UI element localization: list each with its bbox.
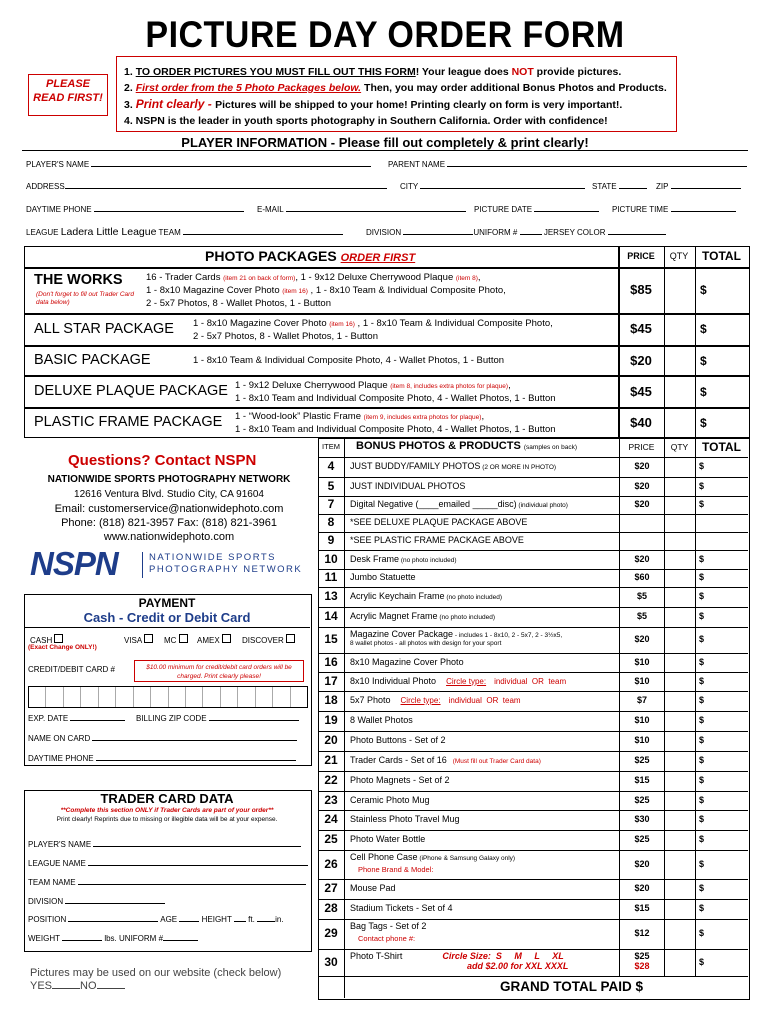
contact-heading: Questions? Contact NSPN [68,452,257,469]
trader-position-field[interactable]: POSITION AGE HEIGHT ft. in. [28,915,284,924]
works-name: THE WORKS [34,272,123,288]
item-number: 4 [327,459,335,473]
please-read-badge: PLEASE READ FIRST! [28,74,108,116]
item-name [350,695,521,705]
basic-price: $20 [630,353,652,368]
item-qty[interactable] [665,830,695,850]
players-name-field[interactable]: PLAYER'S NAME [26,158,371,169]
item-qty[interactable] [665,607,695,627]
item-note: (no photo included) [446,594,502,601]
billing-zip-field[interactable]: BILLING ZIP CODE [136,712,299,723]
works-qty[interactable] [664,268,696,314]
circle-type-label: Circle type: [446,676,487,686]
item-name [350,629,562,639]
item-name [350,852,515,862]
item-total[interactable]: $ [699,715,705,725]
mc-option[interactable]: MC [164,634,188,645]
amex-option[interactable]: AMEX [197,634,231,645]
item-price: $20 [634,461,650,471]
item-name [350,481,465,491]
works-desc: 16 - Trader Cards (item 21 on back of form), 1 - 9x12 Deluxe Cherrywood Plaque (item 8), 1 - 8x10 Magazine Cover Photo (item 16) , 1 - 8x10 Team & Individual Composite Photo, 2 - 5x7 Photos, 8 - Wallet Photos, 1 - Button [146,272,506,309]
item-label: Jumbo Statuette [350,572,416,582]
item-price: $25 [634,951,650,961]
plastic-name: PLASTIC FRAME PACKAGE [34,414,223,430]
total-header: TOTAL [702,249,741,263]
item-label: 8 Wallet Photos [350,715,413,725]
item-total[interactable]: $ [699,656,705,667]
item-number: 26 [324,856,338,871]
item-number: 8 [327,515,335,529]
payment-heading: PAYMENT [138,596,196,610]
item-name [350,611,495,621]
item-number: 21 [324,753,338,767]
email-field[interactable]: E-MAIL [257,203,466,214]
circle-type-options[interactable]: individual OR team [448,696,521,705]
exact-change-note: (Exact Change ONLY!) [28,644,97,651]
item-price: $10 [634,715,650,725]
name-on-card-field[interactable]: NAME ON CARD [28,732,297,743]
item-label: Ceramic Photo Mug [350,794,430,805]
item-qty[interactable] [665,532,695,550]
contact-phone: Phone: (818) 821-3957 Fax: (818) 821-3961 [61,517,277,529]
payment-subheading: Cash - Credit or Debit Card [83,610,251,625]
circle-type-label: Circle type: [400,696,441,705]
picture-time-field[interactable]: PICTURE TIME [612,203,736,214]
item-name [350,676,566,686]
item-number: 9 [327,533,335,547]
item-name [350,591,502,601]
contact-org: NATIONWIDE SPORTS PHOTOGRAPHY NETWORK [47,474,291,485]
item-qty[interactable] [665,691,695,711]
item-label: 5x7 Photo [350,695,391,705]
plastic-qty[interactable] [664,408,696,438]
trader-division-field[interactable]: DIVISION [28,895,165,906]
item-label: *SEE DELUXE PLAQUE PACKAGE ABOVE [350,517,528,527]
item-number: 16 [324,654,338,669]
item-price: $20 [634,553,650,564]
item-number: 11 [324,570,338,584]
item-qty[interactable] [665,879,695,899]
item-number: 22 [324,773,338,787]
item-number: 20 [324,733,338,747]
allstar-price: $45 [630,321,652,336]
item-label: Photo Buttons - Set of 2 [350,735,446,745]
item-name [350,657,464,667]
item-label: Cell Phone Case [350,852,418,862]
plastic-desc: 1 - “Wood-look” Plastic Frame (item 9, includes extra photos for plaque), 1 - 8x10 Team and Individual Composite Photo, 4 - Wallet Photos, 1 - Button [235,411,556,435]
works-note: (Don't forget to fill out Trader Card data below) [36,291,134,306]
item-price: $10 [634,675,650,686]
trader-team-name-field[interactable]: TEAM NAME [28,876,306,887]
circle-type-options[interactable]: individual OR team [494,676,567,686]
deluxe-qty[interactable] [664,376,696,408]
item-qty[interactable] [665,850,695,879]
item-number: 25 [324,832,338,846]
state-field[interactable]: STATE [592,180,647,191]
allstar-name: ALL STAR PACKAGE [34,321,174,337]
item-name [350,883,396,893]
item-note: (iPhone & Samsung Galaxy only) [419,855,516,862]
deluxe-desc: 1 - 9x12 Deluxe Cherrywood Plaque (item 8, includes extra photos for plaque), 1 - 8x10 Team and Individual Composite Photo, 4 - Wallet Photos, 1 - Button [235,380,556,404]
item-price: $60 [634,572,650,582]
item-number: 5 [327,478,335,493]
basic-desc: 1 - 8x10 Team & Individual Composite Photo, 4 - Wallet Photos, 1 - Button [193,355,505,366]
item-name [350,735,446,745]
item-number: 18 [324,693,338,707]
item-name [350,755,541,765]
item-name [350,572,416,582]
item-number: 19 [324,713,338,727]
item-label: Acrylic Magnet Frame [350,611,438,621]
item-total[interactable]: $ [699,794,705,805]
item-name [350,554,456,564]
deluxe-name: DELUXE PLAQUE PACKAGE [34,383,228,399]
item-total[interactable]: $ [699,735,705,745]
item-note: (no photo included) [400,556,457,564]
nspn-logo: NSPN [30,545,118,582]
item-label: JUST BUDDY/FAMILY PHOTOS [350,461,481,471]
item-label: 8x10 Magazine Cover Photo [350,656,464,667]
item-label: Photo T-Shirt [350,951,403,961]
item-price: $25 [634,834,650,844]
zip-field[interactable]: ZIP [656,180,741,191]
player-info-heading: PLAYER INFORMATION - Please fill out completely & print clearly! [22,135,748,151]
trader-weight-field[interactable]: WEIGHT lbs. UNIFORM # [28,932,198,943]
item-number: 30 [324,954,338,969]
item-name [350,535,524,545]
discover-option[interactable]: DISCOVER [242,634,295,645]
item-number: 29 [324,926,338,940]
item-qty[interactable] [665,731,695,751]
bonus-heading: BONUS PHOTOS & PRODUCTS (samples on back) [356,440,577,452]
cash-checkbox[interactable] [54,634,63,643]
item-number: 17 [324,673,338,688]
item-qty[interactable] [665,477,695,496]
item-total[interactable]: $ [699,956,705,967]
item-label: Stadium Tickets - Set of 4 [350,903,453,913]
item-label: Mouse Pad [350,883,396,893]
item-total[interactable]: $ [699,553,705,564]
works-total[interactable]: $ [700,283,707,297]
item-price: $20 [634,634,650,644]
item-label: 8x10 Individual Photo [350,675,437,686]
item-number: 23 [324,792,338,807]
item-number: 15 [324,632,338,646]
trader-heading: TRADER CARD DATA [100,791,234,806]
basic-qty[interactable] [664,346,696,376]
item-total[interactable]: $ [699,858,705,869]
item-total[interactable]: $ [699,883,705,893]
item-qty[interactable] [665,627,695,653]
item-price: $20 [634,858,650,869]
item-price: $20 [634,883,650,893]
instructions: 1. TO ORDER PICTURES YOU MUST FILL OUT THIS FORM! Your league does NOT provide pictures. 2. First order from the 5 Photo Packages below. Then, you may order additional Bonus Photos and Products. 3. Print clearly - Pictures will be shipped to your home! Printing clearly on form is very important!. 4. NSPN is the leader in youth sports photography in Southern California. Order with confidence! [124,66,667,127]
plastic-total[interactable]: $ [700,416,707,430]
qty-header: QTY [669,251,689,261]
card-number-label: CREDIT/DEBIT CARD # [28,665,115,674]
trader-player-name-field[interactable]: PLAYER'S NAME [28,838,301,849]
item-qty[interactable] [665,672,695,691]
cash-option[interactable]: CASH [30,634,63,645]
item-name [350,499,568,509]
item-total[interactable]: $ [699,461,705,471]
item-number: 14 [324,609,338,623]
packages-heading: PHOTO PACKAGES ORDER FIRST [205,248,416,264]
contact-website: www.nationwidephoto.com [103,531,235,543]
item-name [350,951,564,961]
item-total[interactable]: $ [699,755,705,765]
grand-total[interactable]: GRAND TOTAL PAID $ [500,979,644,994]
item-total[interactable]: $ [699,928,705,938]
form-title: PICTURE DAY ORDER FORM [145,14,625,55]
item-price: $20 [634,499,650,509]
works-price: $85 [630,282,652,297]
item-label: Desk Frame [350,553,400,564]
item-qty[interactable] [665,587,695,607]
item-number: 28 [324,901,338,915]
item-qty[interactable] [665,569,695,587]
item-number: 13 [324,589,338,603]
item-qty[interactable] [665,751,695,771]
item-price: $7 [636,695,647,705]
website-consent[interactable]: YES NO [30,980,125,992]
size-options[interactable]: Circle Size: S M L XL [442,951,564,961]
minimum-note: $10.00 minimum for credit/debit card orders will be charged. Print clearly please! [134,660,304,682]
contact-address: 12616 Ventura Blvd. Studio City, CA 91604 [74,489,264,500]
item-label: Trader Cards - Set of 16 [350,755,447,765]
item-price: $15 [634,775,650,785]
item-note: (individual photo) [518,502,568,509]
item-name [350,461,556,471]
item-price: $30 [634,814,650,824]
item-number: 7 [327,497,335,511]
item-price: $25 [634,755,650,765]
item-label: Stainless Photo Travel Mug [350,814,460,824]
item-name [350,921,426,931]
item-qty[interactable] [665,771,695,791]
item-header: ITEM [322,442,340,451]
item-price: $5 [636,591,647,601]
item-name [350,795,430,805]
item-total[interactable]: $ [699,572,705,582]
visa-option[interactable]: VISA [124,634,153,645]
item-label: JUST INDIVIDUAL PHOTOS [350,480,466,491]
deluxe-total[interactable]: $ [700,385,707,399]
item-label: *SEE PLASTIC FRAME PACKAGE ABOVE [350,535,524,545]
item-label: Photo Water Bottle [350,834,426,844]
item-number: 10 [324,551,338,566]
item-total[interactable]: $ [699,903,705,913]
basic-name: BASIC PACKAGE [34,352,151,368]
item-total[interactable]: $ [699,775,705,785]
item-total[interactable]: $ [699,695,705,705]
price-header: PRICE [627,251,655,261]
item-qty[interactable] [665,949,695,976]
item-sub-field[interactable]: Contact phone #: [358,934,416,943]
nspn-logo-text: NATIONWIDE SPORTS PHOTOGRAPHY NETWORK [149,552,303,575]
website-note: Pictures may be used on our website (check below) [30,967,282,979]
item-qty[interactable] [665,457,695,477]
trader-box [24,790,312,952]
item-name [350,814,460,824]
item-name [350,834,425,844]
bonus-total-header: TOTAL [702,440,741,454]
daytime-phone-field[interactable]: DAYTIME PHONE [26,203,244,214]
item-qty[interactable] [665,791,695,810]
item-qty[interactable] [665,653,695,672]
item-price: $5 [636,611,647,621]
item-sub-field[interactable]: Phone Brand & Model: [358,865,434,874]
item-price-2: $28 [634,961,650,971]
item-name [350,715,413,725]
item-qty[interactable] [665,919,695,949]
item-qty[interactable] [665,899,695,919]
division-field[interactable]: DIVISION UNIFORM # JERSEY COLOR [366,226,666,237]
item-number: 27 [324,881,338,895]
trader-league-name-field[interactable]: LEAGUE NAME [28,857,308,868]
trader-note2: Print clearly! Reprints due to missing or illegible data will be at your expense. [56,816,278,823]
item-note-2: 8 wallet photos - all photos with design for your sport [350,640,502,647]
basic-total[interactable]: $ [700,354,707,368]
trader-note1: **Complete this section ONLY if Trader Cards are part of your order** [60,807,274,814]
item-price: $15 [634,903,650,913]
item-qty[interactable] [665,810,695,830]
bonus-price-header: PRICE [628,442,655,452]
contact-email: Email: customerservice@nationwidephoto.com [54,503,284,515]
item-note: (2 OR MORE IN PHOTO) [482,464,557,471]
item-qty[interactable] [665,550,695,569]
parent-name-field[interactable]: PARENT NAME [388,158,747,169]
item-name [350,903,453,913]
item-price: $10 [634,735,650,745]
card-number-boxes[interactable] [28,686,308,708]
item-total[interactable]: $ [699,814,705,824]
item-name [350,775,450,785]
item-price: $20 [634,480,650,491]
item-total[interactable]: $ [699,499,705,509]
allstar-qty[interactable] [664,314,696,346]
size-surcharge: add $2.00 for XXL XXXL [467,961,569,971]
item-name [350,517,527,527]
league-field[interactable]: LEAGUE Ladera Little League TEAM [26,226,343,238]
payment-phone-field[interactable]: DAYTIME PHONE [28,752,296,763]
item-label: Photo Magnets - Set of 2 [350,775,450,785]
item-note: - includes 1 - 8x10, 2 - 5x7, 2 - 3½x5, [454,632,563,639]
item-label: Magazine Cover Package [350,629,454,639]
item-total[interactable]: $ [699,480,705,491]
item-total[interactable]: $ [699,611,705,621]
item-qty[interactable] [665,514,695,532]
item-red-note: (Must fill out Trader Card data) [452,758,541,765]
item-number: 24 [324,812,338,826]
allstar-desc: 1 - 8x10 Magazine Cover Photo (item 16) , 1 - 8x10 Team & Individual Composite Photo, 2 - 5x7 Photos, 8 - Wallet Photos, 1 - Button [193,318,553,342]
item-label: Acrylic Keychain Frame [350,591,445,601]
address-field[interactable]: ADDRESS [26,180,387,191]
city-field[interactable]: CITY [400,180,585,191]
item-qty[interactable] [665,496,695,514]
picture-date-field[interactable]: PICTURE DATE [474,203,599,214]
item-label: Digital Negative (____emailed _____disc) [350,499,517,509]
item-qty[interactable] [665,711,695,731]
item-price: $10 [634,656,650,667]
item-label: Bag Tags - Set of 2 [350,921,427,931]
plastic-price: $40 [630,415,652,430]
allstar-total[interactable]: $ [700,322,707,336]
item-total[interactable]: $ [699,634,705,644]
deluxe-price: $45 [630,384,652,399]
bonus-qty-header: QTY [670,442,689,452]
item-note: (no photo included) [439,614,495,621]
item-price: $25 [634,794,650,805]
item-price: $12 [634,928,650,938]
exp-date-field[interactable]: EXP. DATE [28,712,125,723]
item-total[interactable]: $ [699,834,705,844]
item-total[interactable]: $ [699,591,705,601]
item-total[interactable]: $ [699,675,705,686]
